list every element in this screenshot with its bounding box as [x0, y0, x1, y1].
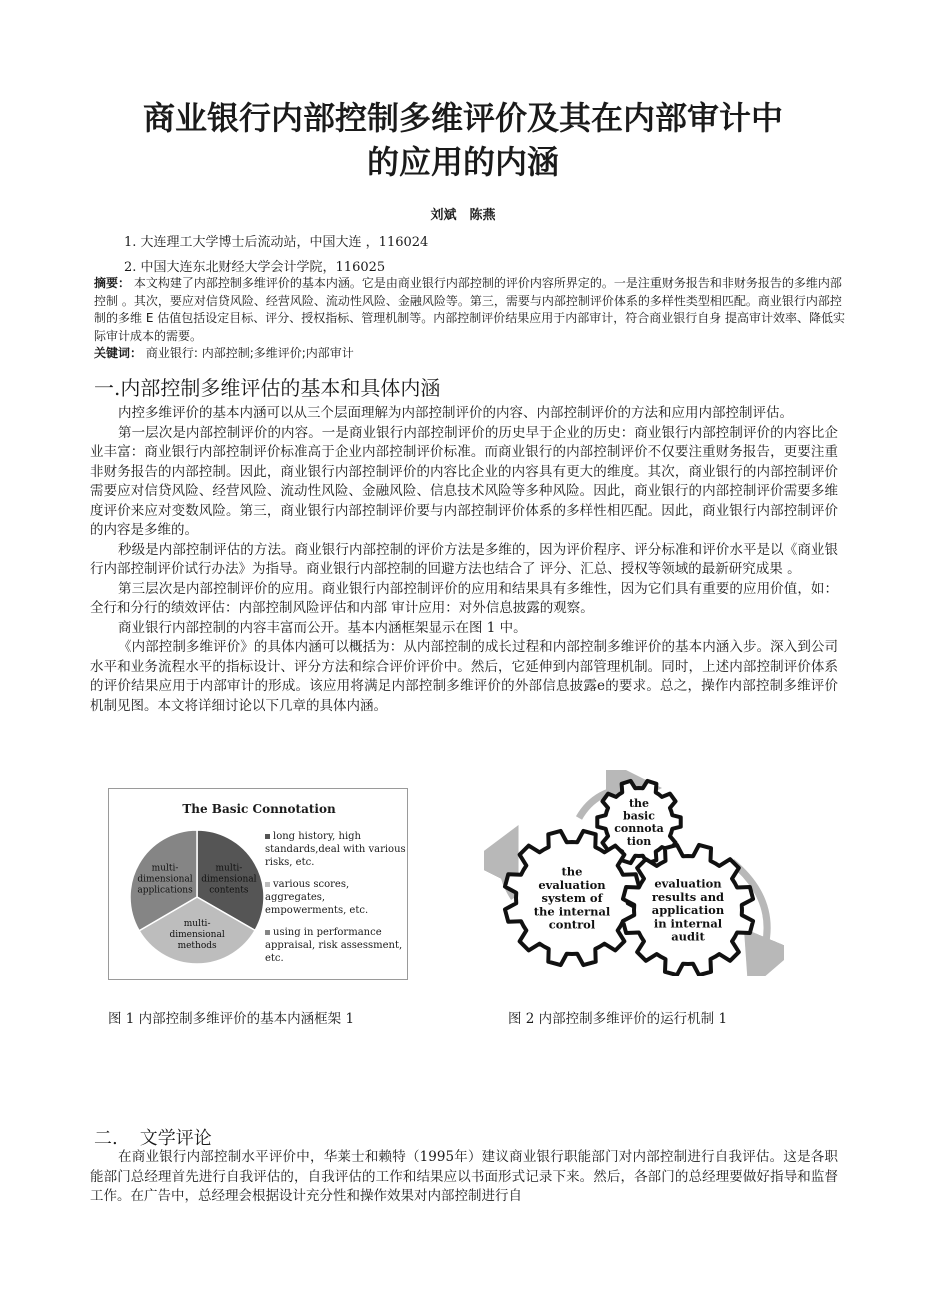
- figure-1-caption: 图 1 内部控制多维评价的基本内涵框架 1: [108, 1011, 355, 1027]
- affiliation-1: 1. 大连理工大学博士后流动站，中国大连 ，116024: [124, 235, 429, 250]
- paragraph: 商业银行内部控制的内容丰富而公开。基本内涵框架显示在图 1 中。: [118, 619, 527, 636]
- pie-slice-label: multi-dimensional contents: [201, 863, 257, 896]
- figure-1-pie-chart: [108, 788, 408, 980]
- gear-label: the basic connota tion: [614, 796, 664, 848]
- pie-slice-label: multi-dimensional applications: [137, 863, 193, 896]
- figure-2-caption: 图 2 内部控制多维评价的运行机制 1: [508, 1011, 728, 1027]
- section-2-body: [90, 1148, 838, 1207]
- legend-text: long history, high standards,deal with various risks, etc.: [265, 831, 406, 868]
- paragraph: 《内部控制多维评价》的具体内涵可以概括为：从内部控制的成长过程和内部控制多维评价的基本内涵入步。深入到公司水平和业务流程水平的指标设计、评分方法和综合评价评价中。然后，它延伸到内部管理机制。同时，上述内部控制评价体系的评价结果应用于内部审计的形成。该应用将满足内部控制多维评价的外部信息披露e的要求。总之，操作内部控制多维评价机制见图。本文将详细讨论以下几章的具体内涵。: [90, 639, 838, 714]
- gear-label: evaluation results and application in internal audit: [651, 876, 725, 944]
- section-1-heading: 一.内部控制多维评估的基本和具体内涵: [94, 376, 441, 400]
- abstract-text: 本文构建了内部控制多维评价的基本内涵。它是由商业银行内部控制的评价内容所界定的。一是注重财务报告和非财务报告的多维内部控制 。其次，要应对信贷风险、经营风险、流动性风险、金融风险等。第三，需要与内部控制评价体系的多样性类型相匹配。商业银行内部控制的多维 E 估值包括设定目标、评分、授权指标、管理机制等。内部控制评价结果应用于内部审计，符合商业银行自身 提高审计效率、降低实际审计成本的需要。: [94, 276, 846, 343]
- legend-swatch: [265, 930, 270, 935]
- legend-item: [265, 830, 407, 869]
- authors: 刘斌 陈燕: [430, 208, 496, 223]
- paragraph: 秒级是内部控制评估的方法。商业银行内部控制的评价方法是多维的，因为评价程序、评分标准和评价水平是以《商业银行内部控制评价试行办法》为指导。商业银行内部控制的回避方法也结合了 评分、汇总、授权等领域的最新研究成果 。: [90, 541, 838, 577]
- gear-label: the evaluation system of the internal control: [533, 864, 611, 932]
- affiliation-2: 2. 中国大连东北财经大学会计学院，116025: [124, 260, 386, 275]
- legend-text: using in performance appraisal, risk assessment, etc.: [265, 927, 403, 964]
- legend-text: various scores, aggregates, empowerments, etc.: [265, 879, 369, 916]
- legend-item: [265, 926, 407, 965]
- section-2-number: 二.: [94, 1128, 118, 1149]
- abstract: [94, 275, 846, 363]
- keywords-label: 关键词：: [94, 346, 143, 360]
- paper-title-line-2: 的应用的内涵: [366, 143, 559, 181]
- paragraph: 第三层次是内部控制评价的应用。商业银行内部控制评价的应用和结果具有多维性，因为它们具有重要的应用价值，如：全行和分行的绩效评估：内部控制风险评估和内部 审计应用：对外信息披露的观察。: [90, 580, 838, 616]
- figure-2-gear-diagram: [484, 770, 784, 976]
- paragraph: 内控多维评价的基本内涵可以从三个层面理解为内部控制评价的内容、内部控制评价的方法和应用内部控制评估。: [118, 405, 793, 421]
- section-2-title: 文学评论: [139, 1128, 212, 1149]
- paragraph: 在商业银行内部控制水平评价中，华莱士和赖特（1995年）建议商业银行职能部门对内部控制进行自我评估。这是各职能部门总经理首先进行自我评估的，自我评估的工作和结果应以书面形式记录下来。然后，各部门的总经理要做好指导和监督工作。在广告中，总经理会根据设计充分性和操作效果对内部控制进行自: [90, 1149, 838, 1204]
- legend-swatch: [265, 882, 270, 887]
- legend-item: [265, 878, 407, 917]
- figure-1-title: The Basic Connotation: [182, 802, 336, 816]
- paragraph: 第一层次是内部控制评价的内容。一是商业银行内部控制评价的历史早于企业的历史：商业银行内部控制评价的内容比企业丰富：商业银行内部控制评价标准高于企业内部控制评价标准。而商业银行的内部控制评价不仅要注重财务报告，更要注重非财务报告的内部控制。因此，商业银行内部控制评价的内容比企业的内容具有更大的维度。其次，商业银行的内部控制评价需要应对信贷风险、经营风险、流动性风险、金融风险、信息技术风险等多种风险。因此，商业银行的内部控制评价需要多维度评价来应对变数风险。第三，商业银行内部控制评价要与内部控制评价体系的多样性相匹配。因此，商业银行内部控制评价的内容是多维的。: [90, 424, 838, 538]
- section-2-heading: [94, 1124, 212, 1150]
- pie-slice-label: multi-dimensional methods: [169, 918, 225, 951]
- legend-swatch: [265, 834, 270, 839]
- keywords: 商业银行: 内部控制;多维评价;内部审计: [145, 346, 354, 360]
- paper-title-line-1: 商业银行内部控制多维评价及其在内部审计中: [142, 99, 783, 137]
- section-1-body: [90, 404, 838, 716]
- abstract-label: 摘要：: [94, 276, 131, 290]
